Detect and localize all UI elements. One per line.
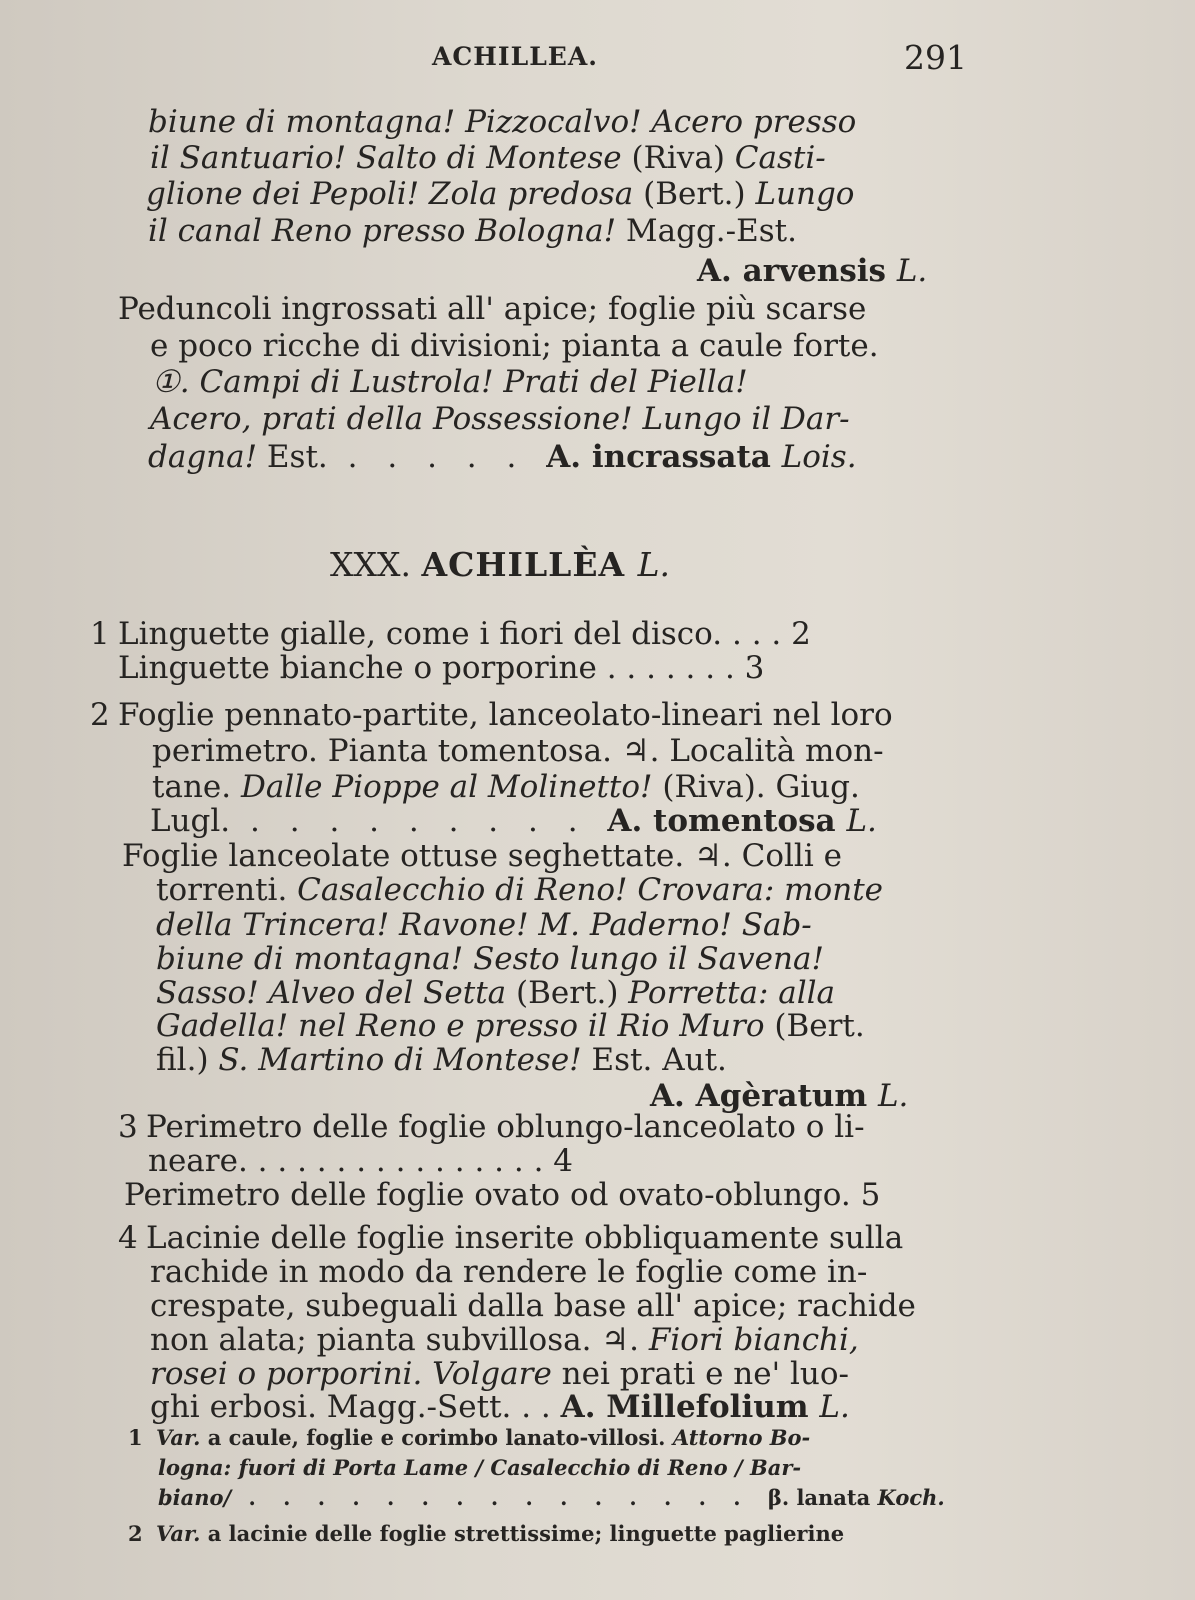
key-line: 2 Foglie pennato-partite, lanceolato-lineari nel loro (90, 697, 893, 733)
key-line: rosei o porporini. Volgare nei prati e ne' luo- (150, 1356, 850, 1392)
key-line: neare. . . . . . . . . . . . . . . . 4 (148, 1143, 574, 1179)
key-line: crespate, subeguali dalla base all' apice; rachide (150, 1288, 916, 1324)
key-line: Perimetro delle foglie ovato od ovato-oblungo. 5 (124, 1177, 881, 1213)
text-line: biune di montagna! Pizzocalvo! Acero presso (148, 104, 857, 140)
key-line: Sasso! Alveo del Setta (Bert.) Porretta: alla (156, 975, 836, 1011)
text-line: Acero, prati della Possessione! Lungo il Dar- (150, 401, 850, 437)
key-line: non alata; pianta subvillosa. ♃. Fiori bianchi, (150, 1322, 859, 1358)
running-title: ACHILLEA. (432, 42, 598, 71)
species-name: A. arvensis L. (697, 253, 928, 289)
text-line: Peduncoli ingrossati all' apice; foglie più scarse (118, 291, 867, 327)
section-title: XXX. ACHILLÈA L. (330, 545, 671, 584)
footnote-line: biano/ . . . . . . . . . . . . . . . β. lanata Koch. (158, 1485, 945, 1510)
text-line: ①. Campi di Lustrola! Prati del Piella! (152, 364, 748, 400)
page-header (0, 38, 1195, 78)
text-line: dagna! Est. . . . . . A. incrassata Lois. (148, 439, 857, 475)
key-line: Foglie lanceolate ottuse seghettate. ♃. Colli e (122, 838, 842, 874)
key-line: ghi erbosi. Magg.-Sett. . . A. Millefolium L. (150, 1389, 850, 1425)
page-number: 291 (904, 38, 967, 77)
text-line: e poco ricche di divisioni; pianta a caule forte. (150, 328, 879, 364)
key-line: Gadella! nel Reno e presso il Rio Muro (Bert. (156, 1008, 865, 1044)
footnote-line: 1 Var. a caule, foglie e corimbo lanato-villosi. Attorno Bo- (128, 1425, 811, 1450)
key-line: torrenti. Casalecchio di Reno! Crovara: monte (156, 872, 883, 908)
key-line: 1 Linguette gialle, come i fiori del disco. . . . 2 (90, 616, 811, 652)
key-line: Lugl. . . . . . . . . . A. tomentosa L. (150, 803, 877, 839)
text-line: il canal Reno presso Bologna! Magg.-Est. (148, 213, 797, 249)
key-line: 4 Lacinie delle foglie inserite obbliquamente sulla (118, 1220, 904, 1256)
key-line: perimetro. Pianta tomentosa. ♃. Località mon- (152, 733, 884, 769)
key-line: 3 Perimetro delle foglie oblungo-lanceolato o li- (118, 1109, 865, 1145)
key-line: Linguette bianche o porporine . . . . . . . 3 (118, 650, 765, 686)
key-line: rachide in modo da rendere le foglie come in- (150, 1254, 868, 1290)
key-line: della Trincera! Ravone! M. Paderno! Sab- (156, 907, 812, 943)
text-line: glione dei Pepoli! Zola predosa (Bert.) Lungo (146, 176, 855, 212)
footnote-line: logna: fuori di Porta Lame / Casalecchio di Reno / Bar- (158, 1455, 802, 1480)
species-name: A. Agèratum L. (650, 1078, 909, 1114)
key-line: tane. Dalle Pioppe al Molinetto! (Riva). Giug. (152, 769, 860, 805)
text-line: il Santuario! Salto di Montese (Riva) Casti- (150, 140, 826, 176)
key-line: biune di montagna! Sesto lungo il Savena! (156, 941, 824, 977)
footnote-line: 2 Var. a lacinie delle foglie strettissime; linguette paglierine (128, 1521, 845, 1546)
key-line: fil.) S. Martino di Montese! Est. Aut. (156, 1042, 727, 1078)
